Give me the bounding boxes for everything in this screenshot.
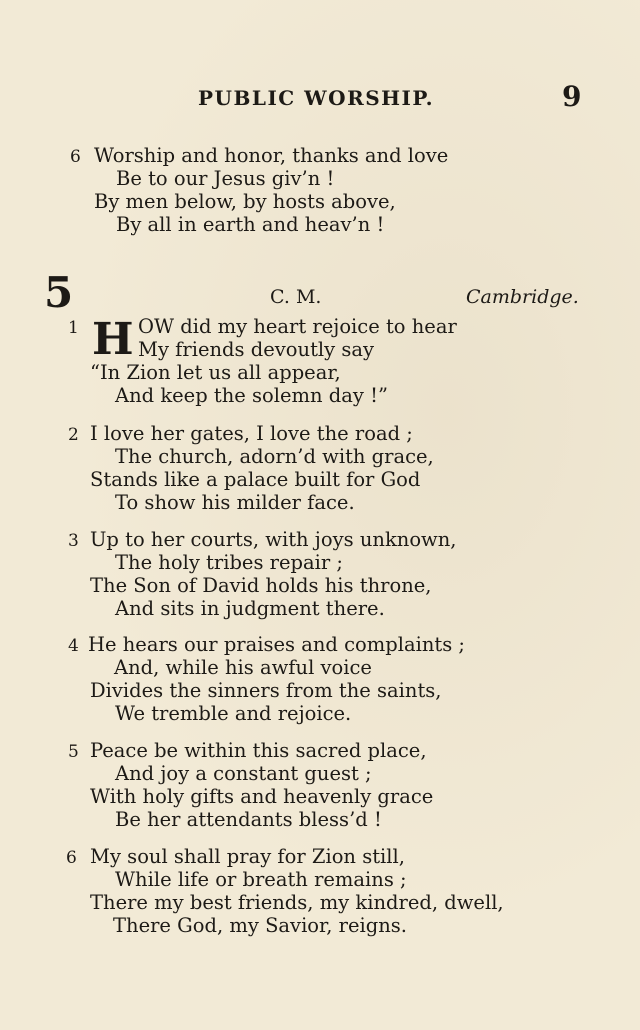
verse-line: Up to her courts, with joys unknown, (90, 528, 457, 551)
hymn-number: 5 (44, 268, 74, 317)
verse-line: I love her gates, I love the road ; (90, 422, 413, 445)
verse-line: There God, my Savior, reigns. (113, 914, 407, 937)
verse-number: 5 (68, 742, 79, 762)
verse-line: My soul shall pray for Zion still, (90, 845, 405, 868)
verse-line: By men below, by hosts above, (94, 190, 396, 213)
verse-line: Divides the sinners from the saints, (90, 679, 442, 702)
verse-line: The church, adorn’d with grace, (115, 445, 434, 468)
meter-label: C. M. (270, 286, 322, 308)
verse-line: And keep the solemn day !” (115, 384, 388, 407)
verse-line: By all in earth and heav’n ! (116, 213, 385, 236)
verse-line: With holy gifts and heavenly grace (90, 785, 434, 808)
verse-line: There my best friends, my kindred, dwell, (90, 891, 504, 914)
verse-line: My friends devoutly say (138, 338, 375, 361)
verse-line: While life or breath remains ; (115, 868, 407, 891)
verse-number: 6 (70, 147, 81, 167)
verse-line: OW did my heart rejoice to hear (138, 315, 457, 338)
verse-number: 4 (68, 636, 79, 656)
verse-number: 2 (68, 425, 79, 445)
verse-line: We tremble and rejoice. (115, 702, 352, 725)
verse-line: Stands like a palace built for God (90, 468, 421, 491)
verse-line: The Son of David holds his throne, (90, 574, 432, 597)
page-number: 9 (562, 80, 582, 113)
running-title: PUBLIC WORSHIP. (198, 86, 435, 110)
verse-line: “In Zion let us all appear, (90, 361, 341, 384)
tune-name: Cambridge. (466, 286, 579, 308)
verse-number: 1 (68, 318, 79, 338)
verse-line: And, while his awful voice (114, 656, 372, 679)
verse-line: And sits in judgment there. (115, 597, 385, 620)
drop-cap: H (92, 314, 134, 365)
verse-line: And joy a constant guest ; (115, 762, 372, 785)
verse-line: He hears our praises and complaints ; (88, 633, 466, 656)
verse-line: Be her attendants bless’d ! (115, 808, 382, 831)
verse-line: Be to our Jesus giv’n ! (116, 167, 335, 190)
verse-number: 6 (66, 848, 77, 868)
verse-line: To show his milder face. (115, 491, 355, 514)
verse-line: Peace be within this sacred place, (90, 739, 427, 762)
verse-line: The holy tribes repair ; (115, 551, 343, 574)
verse-line: Worship and honor, thanks and love (94, 144, 449, 167)
verse-number: 3 (68, 531, 79, 551)
